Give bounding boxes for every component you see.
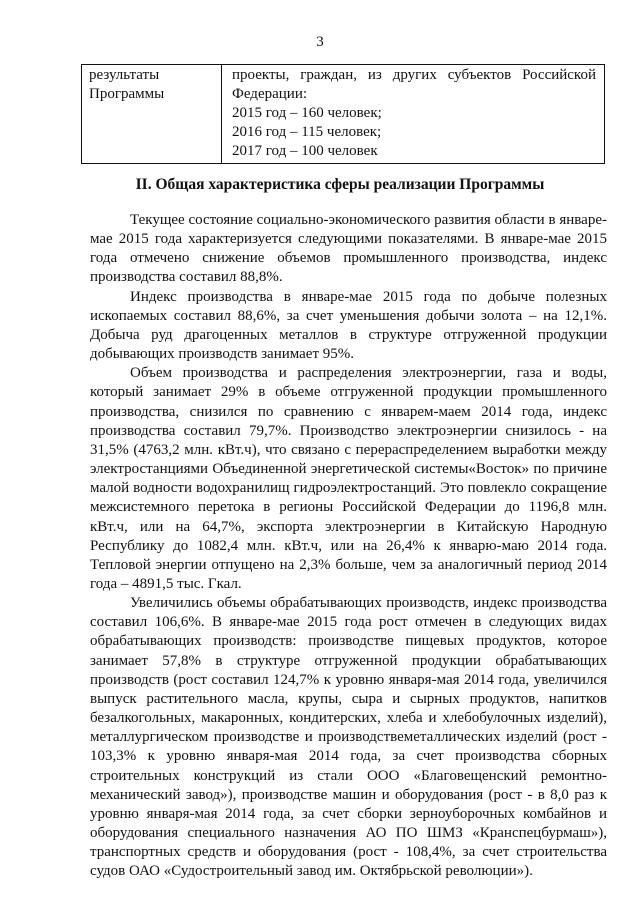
table-row [82,65,605,164]
paragraph: Текущее состояние социально-экономического развития области в январе-мае 2015 года характеризуется следующими показателями. В январе-мае 2015 года отмечено снижение объемов промышленного производства, индекс производства составил 88,8%. [90,212,607,286]
value-line: 2016 год – 115 человек; [232,124,382,140]
table-cell-label [82,65,222,164]
value-line: 2015 год – 160 человек; [232,105,382,121]
body-text [90,211,607,881]
page-number: 3 [316,34,324,50]
value-line: 2017 год – 100 человек [232,143,378,159]
label-line: результаты [89,67,160,83]
label-line: Программы [89,86,165,102]
paragraph: Увеличились объемы обрабатывающих производств, индекс производства составил 106,6%. В январе-мае 2015 года рост отмечен в следующих видах обрабатывающих производств: производстве пищевых продуктов, которое занимает 57,8% в структуре отгруженной продукции обрабатывающих производств (рост составил 124,7% к уровню января-мая 2014 года, увеличился выпуск растительного масла, крупы, сыра и сырных продуктов, напитков безалкогольных, макаронных, кондитерских, хлеба и хлебобулочных изделий), металлургическом производстве и производствеметаллических изделий (рост - 103,3% к уровню января-мая 2014 года, за счет производства сборных строительных конструкций из стали ООО «Благовещенский ремонтно-механический завод»), производстве машин и оборудования (рост - в 8,0 раз к уровню января-мая 2014 года, за счет сборки зерноуборочных комбайнов и оборудования специального назначения АО ПО ШМЗ «Кранспецбурмаш»), транспортных средств и оборудования (рост - 108,4%, за счет строительства судов ОАО «Судостроительный завод им. Октябрьской революции»). [90,595,607,880]
value-line: проекты, граждан, из других субъектов Российской [232,67,596,83]
paragraph: Объем производства и распределения электроэнергии, газа и воды, который занимает 29% в объеме отгруженной продукции промышленного производства, снизился по сравнению с январем-маем 2014 года, индекс производства составил 79,7%. Производство электроэнергии снизилось - на 31,5% (4763,2 млн. кВт.ч), что связано с перераспределением выработки между электростанциями Объединенной энергетической системы«Восток» по причине малой водности водохранилищ гидроэлектростанций. Это повлекло сокращение межсистемного перетока в регионы Российской Федерации до 1196,8 млн. кВт.ч, или на 64,7%, экспорта электроэнергии в Китайскую Народную Республику до 1082,4 млн. кВт.ч, или на 26,4% к январю-маю 2014 года. Тепловой энергии отпущено на 2,3% больше, чем за аналогичный период 2014 года – 4891,5 тыс. Гкал. [90,365,607,592]
results-table [81,64,605,164]
table-cell-value [222,65,605,164]
paragraph: Индекс производства в январе-мае 2015 года по добыче полезных ископаемых составил 88,6%, за счет уменьшения добычи золота – на 12,1%. Добыча руд драгоценных металлов в структуре отгруженной продукции добывающих производств занимает 95%. [90,288,607,363]
value-line: Федерации: [232,86,308,102]
section-title: II. Общая характеристика сферы реализации Программы [135,176,545,193]
